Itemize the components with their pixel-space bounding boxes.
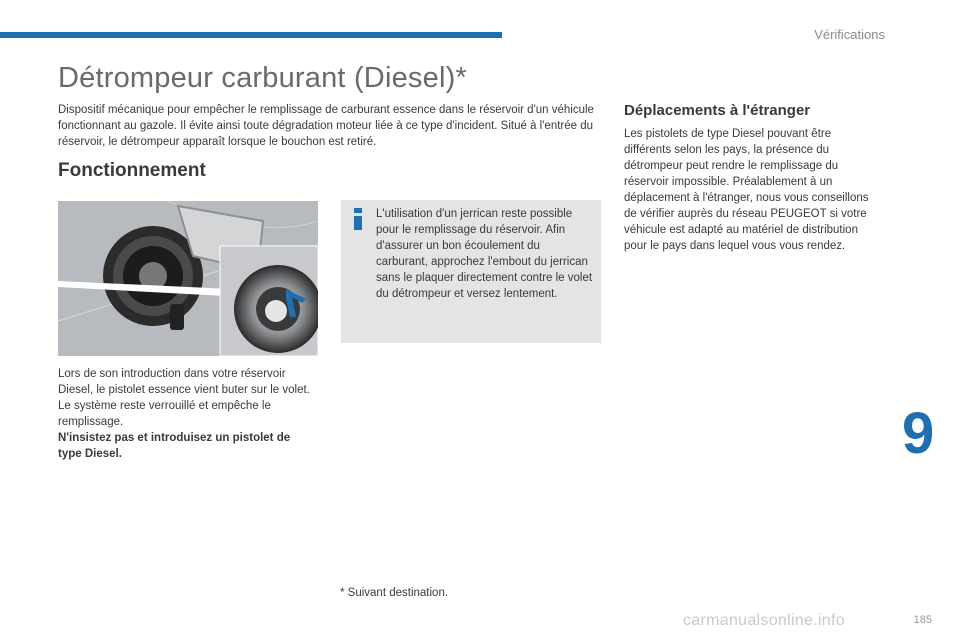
abroad-heading: Déplacements à l'étranger [624,102,811,119]
fuel-filler-photo [58,201,318,356]
intro-paragraph: Dispositif mécanique pour empêcher le remplissage de carburant essence dans le réservoir d'un véhicule fonctionnant au gazole. Il évite ainsi toute dégradation moteur liée à ce type d'incident. Situé à l'entrée du réservoir, le détrompeur apparaît lorsque le bouchon est retiré. [58,104,594,148]
caption-text: Lors de son introduction dans votre réservoir Diesel, le pistolet essence vient buter sur le volet. Le système reste verrouillé et empêche le remplissage. [58,368,310,428]
page-title: Détrompeur carburant (Diesel)* [58,62,467,94]
footnote: * Suivant destination. [340,587,449,599]
section-title: Vérifications [814,27,885,42]
abroad-text: Les pistolets de type Diesel pouvant être différents selon les pays, la présence du détrompeur peut rendre le remplissage du réservoir impossible. Préalablement à un déplacement à l'étranger, nous vous conseillons de vérifier auprès du réseau PEUGEOT si votre véhicule est adapté au matériel de distribution pour le pays dans lequel vous vous rendez. [624,128,869,252]
warning-text: N'insistez pas et introduisez un pistolet de type Diesel. [58,432,291,460]
info-box [341,200,601,343]
chapter-number: 9 [902,401,935,466]
fuel-filler-illustration [58,201,318,356]
page-number: 185 [913,614,932,626]
info-icon [353,208,363,230]
header-accent-bar [0,32,502,38]
fonctionnement-text [58,366,313,462]
fonctionnement-heading: Fonctionnement [58,160,206,181]
watermark: carmanualsonline.info [683,612,845,629]
info-box-text: L'utilisation d'un jerrican reste possible pour le remplissage du réservoir. Afin d'assurer un bon écoulement du carburant, approchez l'embout du jerrican sans le plaquer directement contre le volet du détrompeur et versez lentement. [376,208,593,300]
